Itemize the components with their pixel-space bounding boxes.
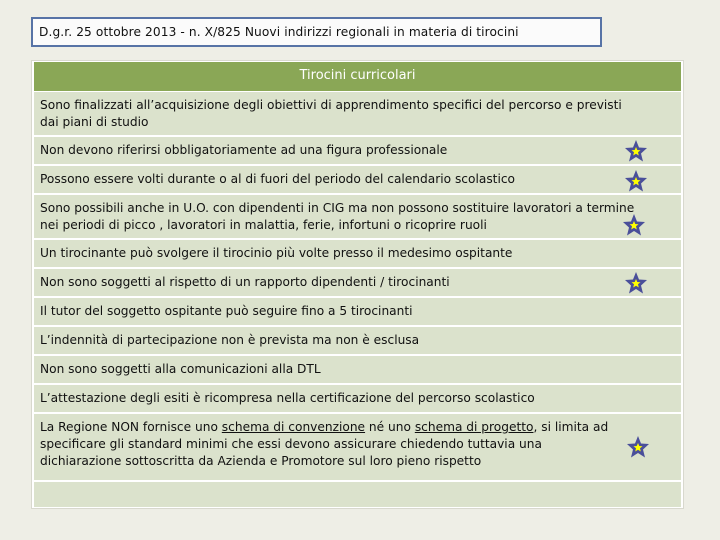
- row-text: Il tutor del soggetto ospitante può seguire fino a 5 tirocinanti: [40, 304, 413, 318]
- row-text-part: La Regione NON fornisce uno: [40, 420, 222, 434]
- row-text-part: né uno: [365, 420, 415, 434]
- table-row: [34, 298, 681, 325]
- schema-convenzione-text: schema di convenzione: [221, 420, 366, 434]
- row-text-part: , si limita ad specificare gli standard minimi che essi devono assicurare chiedendo tuttavia una dichiarazione sottoscritta da Azienda e Promotore sul loro pieno rispetto: [40, 420, 609, 468]
- star-icon: [624, 169, 648, 193]
- slide-title-box: [31, 17, 602, 47]
- table-row: [34, 195, 681, 238]
- table-header-label: Tirocini curricolari: [299, 68, 416, 83]
- row-text: Sono possibili anche in U.O. con dipendenti in CIG ma non possono sostituire lavoratori a termine nei periodi di picco , lavoratori in malattia, ferie, infortuni o ricoprire ruoli: [40, 201, 635, 232]
- star-icon: [624, 271, 648, 295]
- row-text: Non devono riferirsi obbligatoriamente ad una figura professionale: [40, 143, 448, 157]
- row-text: Non sono soggetti al rispetto di un rapporto dipendenti / tirocinanti: [40, 275, 450, 289]
- row-text: Sono finalizzati all’acquisizione degli obiettivi di apprendimento specifici del percorso e previsti dai piani di studio: [40, 98, 622, 129]
- table-row: [34, 166, 681, 193]
- schema-progetto-text: schema di progetto: [414, 420, 534, 434]
- table-row: [34, 240, 681, 267]
- star-icon: [622, 213, 646, 237]
- row-text: Non sono soggetti alla comunicazioni alla DTL: [40, 362, 321, 376]
- row-text: L’indennità di partecipazione non è prevista ma non è esclusa: [40, 333, 420, 347]
- tirocini-table: [31, 60, 684, 509]
- star-icon: [624, 139, 648, 163]
- table-row: [34, 385, 681, 412]
- star-icon: [626, 435, 650, 459]
- table-row: [34, 414, 681, 480]
- row-text: L’attestazione degli esiti è ricompresa nella certificazione del percorso scolastico: [40, 391, 535, 405]
- table-row-empty: [34, 482, 681, 507]
- slide-title: D.g.r. 25 ottobre 2013 - n. X/825 Nuovi indirizzi regionali in materia di tirocini: [39, 25, 519, 39]
- row-text: [40, 419, 677, 470]
- row-text: Un tirocinante può svolgere il tirocinio più volte presso il medesimo ospitante: [40, 246, 513, 260]
- row-text: Possono essere volti durante o al di fuori del periodo del calendario scolastico: [40, 172, 515, 186]
- table-header: [34, 62, 681, 91]
- table-row: [34, 356, 681, 383]
- table-row: [34, 137, 681, 164]
- table-row: [34, 269, 681, 296]
- table-row: [34, 327, 681, 354]
- table-row: [34, 92, 681, 135]
